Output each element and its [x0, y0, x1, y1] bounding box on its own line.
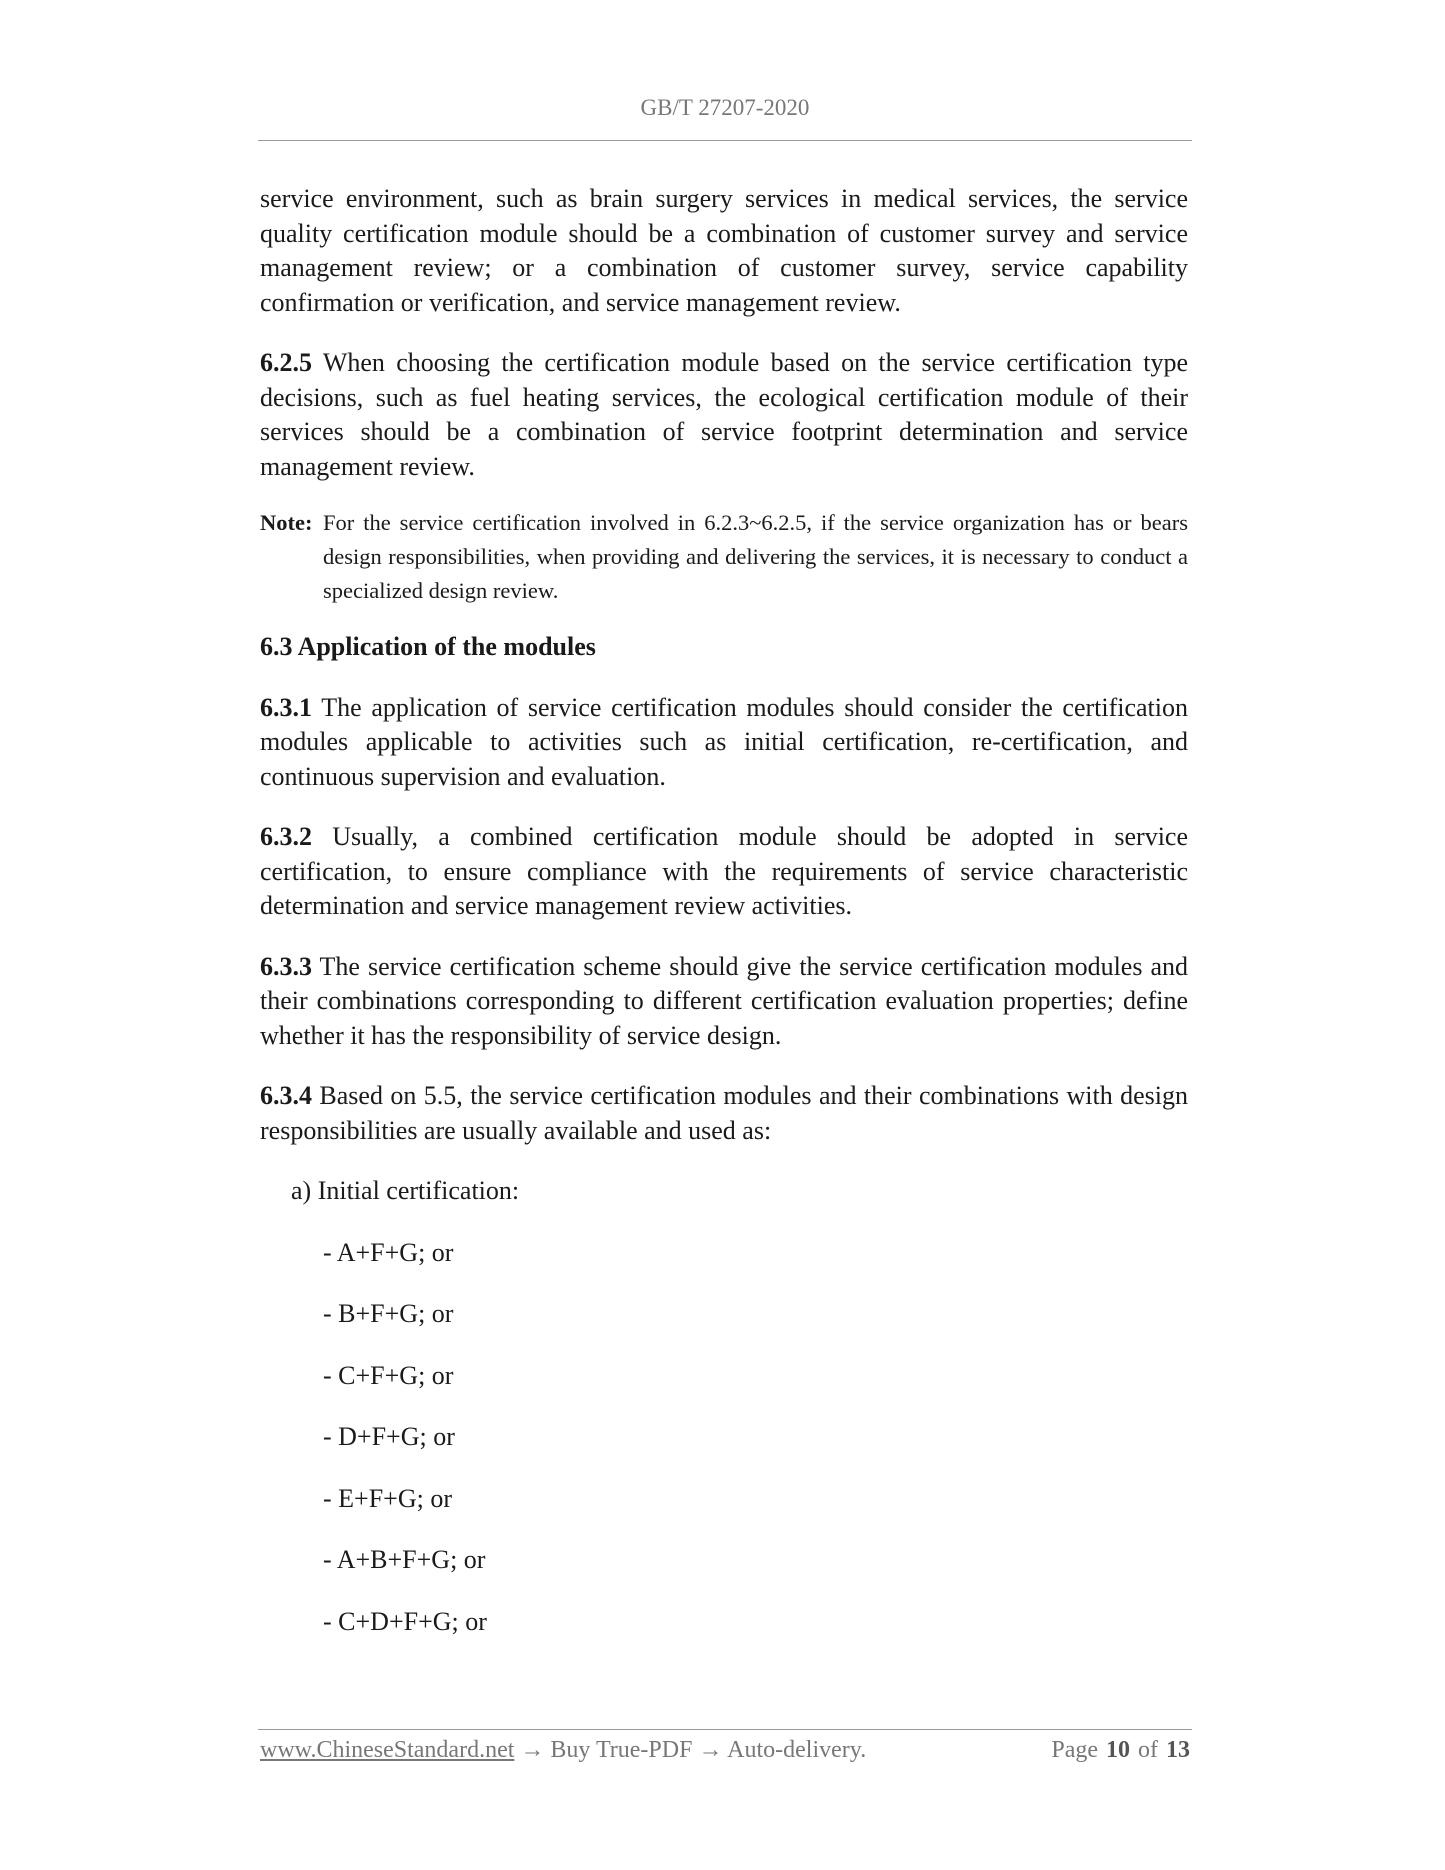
list-item: - C+D+F+G; or	[323, 1606, 487, 1636]
of-word: of	[1138, 1737, 1158, 1763]
clause-text: The application of service certification modules should consider the certification modules applicable to activities such as initial certification, re-certification, and continuous supervision and evaluation.	[260, 692, 1189, 791]
clause-text: The service certification scheme should give the service certification modules and their combinations corresponding to different certification evaluation properties; define whether it has the responsibility of service design.	[260, 951, 1189, 1050]
clause-number: 6.2.5	[260, 348, 312, 377]
arrow-icon: →	[520, 1737, 545, 1763]
note-text: For the service certification involved in 6.2.3~6.2.5, if the service organization has or bears design responsibilities, when providing and delivering the services, it is necessary to conduct a specialized design review.	[323, 510, 1188, 603]
note	[260, 506, 1188, 608]
clause-number: 6.3.4	[260, 1081, 312, 1110]
page-number	[1051, 1733, 1190, 1767]
list-item: - B+F+G; or	[323, 1299, 454, 1328]
paragraph-6-3-1	[260, 691, 1188, 795]
delivery-text: Auto-delivery.	[727, 1737, 867, 1763]
paragraph-continuation: service environment, such as brain surgery services in medical services, the service quality certification module should be a combination of customer survey and service management review; or a combination of customer survey, service capability confirmation or verification, and service management review.	[260, 184, 1188, 317]
list-item: - D+F+G; or	[323, 1422, 455, 1451]
paragraph-6-3-4	[260, 1079, 1188, 1148]
buy-text: Buy True-PDF	[550, 1737, 693, 1763]
list-item-a: a) Initial certification:	[291, 1176, 520, 1205]
paragraph-6-3-2	[260, 820, 1188, 924]
arrow-icon: →	[698, 1737, 723, 1763]
list-item: - A+F+G; or	[323, 1237, 454, 1267]
site-link[interactable]: www.ChineseStandard.net	[260, 1737, 515, 1763]
total-pages: 13	[1166, 1737, 1190, 1763]
clause-number: 6.3.1	[260, 692, 312, 722]
list-item: - E+F+G; or	[323, 1483, 452, 1513]
clause-number: 6.3.3	[260, 951, 312, 981]
section-heading-6-3: 6.3 Application of the modules	[260, 632, 596, 661]
list-item: - C+F+G; or	[323, 1360, 454, 1390]
clause-text: When choosing the certification module based on the service certification type decisions, such as fuel heating services, the ecological certification module of their services should be a combination of service footprint determination and service management review.	[260, 348, 1189, 481]
list-item: - A+B+F+G; or	[323, 1545, 486, 1574]
clause-text: Usually, a combined certification module should be adopted in service certification, to ensure compliance with the requirements of service characteristic determination and service management review activities.	[260, 822, 1189, 920]
clause-number: 6.3.2	[260, 822, 312, 851]
paragraph-6-2-5	[260, 346, 1188, 484]
note-label: Note:	[260, 510, 313, 535]
page-content	[260, 182, 1188, 1666]
page-header: GB/T 27207-2020	[640, 95, 810, 120]
footer-divider	[258, 1729, 1192, 1730]
clause-text: Based on 5.5, the service certification modules and their combinations with design responsibilities are usually available and used as:	[260, 1081, 1188, 1145]
header-divider	[258, 140, 1192, 141]
current-page: 10	[1106, 1737, 1130, 1763]
footer-left	[260, 1733, 866, 1767]
page-word: Page	[1051, 1737, 1098, 1763]
paragraph-6-3-3	[260, 950, 1188, 1054]
